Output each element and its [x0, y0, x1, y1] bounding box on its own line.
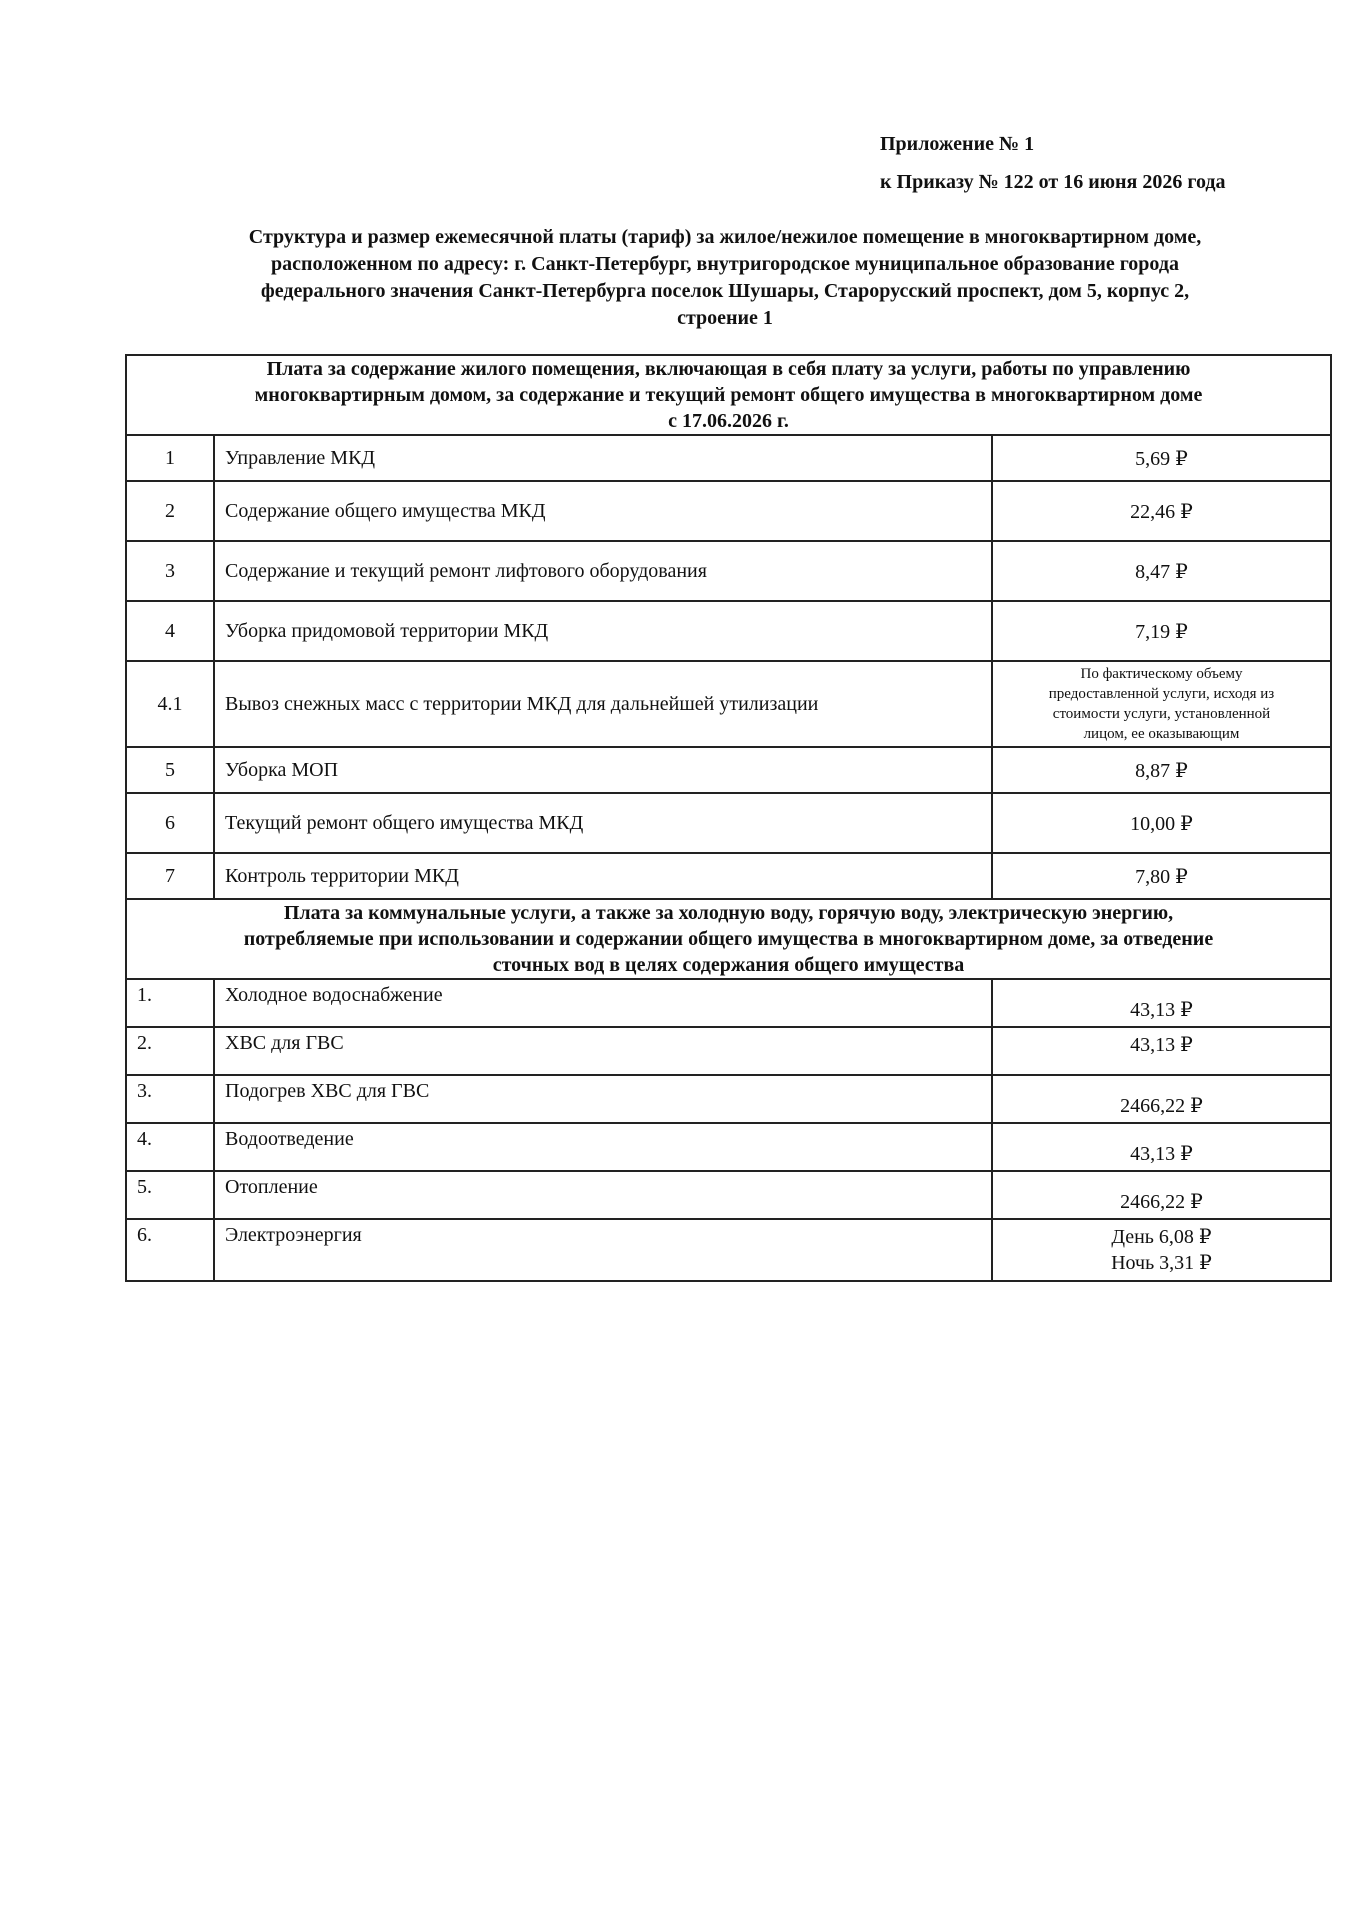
- table-row: [126, 601, 1331, 661]
- table-row: [126, 1123, 1331, 1171]
- tariff-value: 10,00 ₽: [992, 793, 1331, 853]
- row-number: 2.: [126, 1027, 214, 1075]
- tariff-value: [992, 1219, 1331, 1281]
- tariff-value: 22,46 ₽: [992, 481, 1331, 541]
- row-number: 3.: [126, 1075, 214, 1123]
- service-name: Содержание и текущий ремонт лифтового оборудования: [214, 541, 992, 601]
- row-number: 4: [126, 601, 214, 661]
- title-line: строение 1: [677, 307, 773, 329]
- service-name: Текущий ремонт общего имущества МКД: [214, 793, 992, 853]
- tariff-value: 7,19 ₽: [992, 601, 1331, 661]
- tariff-value: 8,87 ₽: [992, 747, 1331, 793]
- tariff-value: 2466,22 ₽: [992, 1171, 1331, 1219]
- row-number: 6: [126, 793, 214, 853]
- service-name: Электроэнергия: [214, 1219, 992, 1281]
- service-name: Подогрев ХВС для ГВС: [214, 1075, 992, 1123]
- service-name: Холодное водоснабжение: [214, 979, 992, 1027]
- tariff-value-line: День 6,08 ₽: [1111, 1226, 1212, 1248]
- table-row: [126, 1027, 1331, 1075]
- tariff-value-line: стоимости услуги, установленной: [1052, 706, 1271, 722]
- section2-heading-row: [126, 899, 1331, 979]
- table-row: [126, 1075, 1331, 1123]
- table-row: [126, 793, 1331, 853]
- service-name: Вывоз снежных масс с территории МКД для дальнейшей утилизации: [214, 661, 992, 747]
- appendix-label: Приложение № 1: [880, 133, 1035, 155]
- title-line: Структура и размер ежемесячной платы (тариф) за жилое/нежилое помещение в многоквартирном доме,: [248, 226, 1202, 248]
- tariff-value: 7,80 ₽: [992, 853, 1331, 899]
- tariff-value: 2466,22 ₽: [992, 1075, 1331, 1123]
- section2-heading: [126, 899, 1331, 979]
- table-row: [126, 661, 1331, 747]
- table-row: [126, 481, 1331, 541]
- section1-heading: [126, 355, 1331, 435]
- table-row: [126, 541, 1331, 601]
- section-heading-line: с 17.06.2026 г.: [668, 410, 789, 432]
- table-row: [126, 1219, 1331, 1281]
- service-name: Отопление: [214, 1171, 992, 1219]
- service-name: ХВС для ГВС: [214, 1027, 992, 1075]
- tariff-value-line: По фактическому объему: [1080, 666, 1243, 682]
- table-row: [126, 1171, 1331, 1219]
- row-number: 2: [126, 481, 214, 541]
- title-line: расположенном по адресу: г. Санкт-Петербург, внутригородское муниципальное образование города: [271, 253, 1179, 275]
- row-number: 7: [126, 853, 214, 899]
- section-heading-line: Плата за содержание жилого помещения, включающая в себя плату за услуги, работы по управлению: [266, 358, 1191, 380]
- order-reference: к Приказу № 122 от 16 июня 2026 года: [880, 171, 1226, 193]
- row-number: 5: [126, 747, 214, 793]
- document-title: [150, 224, 1300, 332]
- section-heading-line: сточных вод в целях содержания общего имущества: [492, 954, 965, 976]
- table-row: [126, 979, 1331, 1027]
- table-row: [126, 747, 1331, 793]
- tariff-value-line: предоставленной услуги, исходя из: [1048, 686, 1275, 702]
- service-name: Управление МКД: [214, 435, 992, 481]
- tariff-value-line: лицом, ее оказывающим: [1083, 726, 1240, 742]
- tariff-value: 43,13 ₽: [992, 979, 1331, 1027]
- tariff-value: 8,47 ₽: [992, 541, 1331, 601]
- service-name: Контроль территории МКД: [214, 853, 992, 899]
- service-name: Уборка МОП: [214, 747, 992, 793]
- table-row: [126, 853, 1331, 899]
- section-heading-line: Плата за коммунальные услуги, а также за холодную воду, горячую воду, электрическую энергию,: [283, 902, 1174, 924]
- tariff-value: 5,69 ₽: [992, 435, 1331, 481]
- service-name: Содержание общего имущества МКД: [214, 481, 992, 541]
- tariff-value: [992, 661, 1331, 747]
- section1-heading-row: [126, 355, 1331, 435]
- row-number: 6.: [126, 1219, 214, 1281]
- tariff-value: 43,13 ₽: [992, 1027, 1331, 1075]
- tariff-value-line: Ночь 3,31 ₽: [1111, 1252, 1212, 1274]
- table-row: [126, 435, 1331, 481]
- section-heading-line: многоквартирным домом, за содержание и текущий ремонт общего имущества в многоквартирном доме: [254, 384, 1203, 406]
- tariff-table: [125, 354, 1332, 1282]
- row-number: 4.: [126, 1123, 214, 1171]
- row-number: 3: [126, 541, 214, 601]
- tariff-value: 43,13 ₽: [992, 1123, 1331, 1171]
- row-number: 1.: [126, 979, 214, 1027]
- row-number: 1: [126, 435, 214, 481]
- service-name: Водоотведение: [214, 1123, 992, 1171]
- row-number: 4.1: [126, 661, 214, 747]
- title-line: федерального значения Санкт-Петербурга поселок Шушары, Старорусский проспект, дом 5, корпус 2,: [260, 280, 1190, 302]
- service-name: Уборка придомовой территории МКД: [214, 601, 992, 661]
- row-number: 5.: [126, 1171, 214, 1219]
- section-heading-line: потребляемые при использовании и содержании общего имущества в многоквартирном доме, за отведение: [243, 928, 1214, 950]
